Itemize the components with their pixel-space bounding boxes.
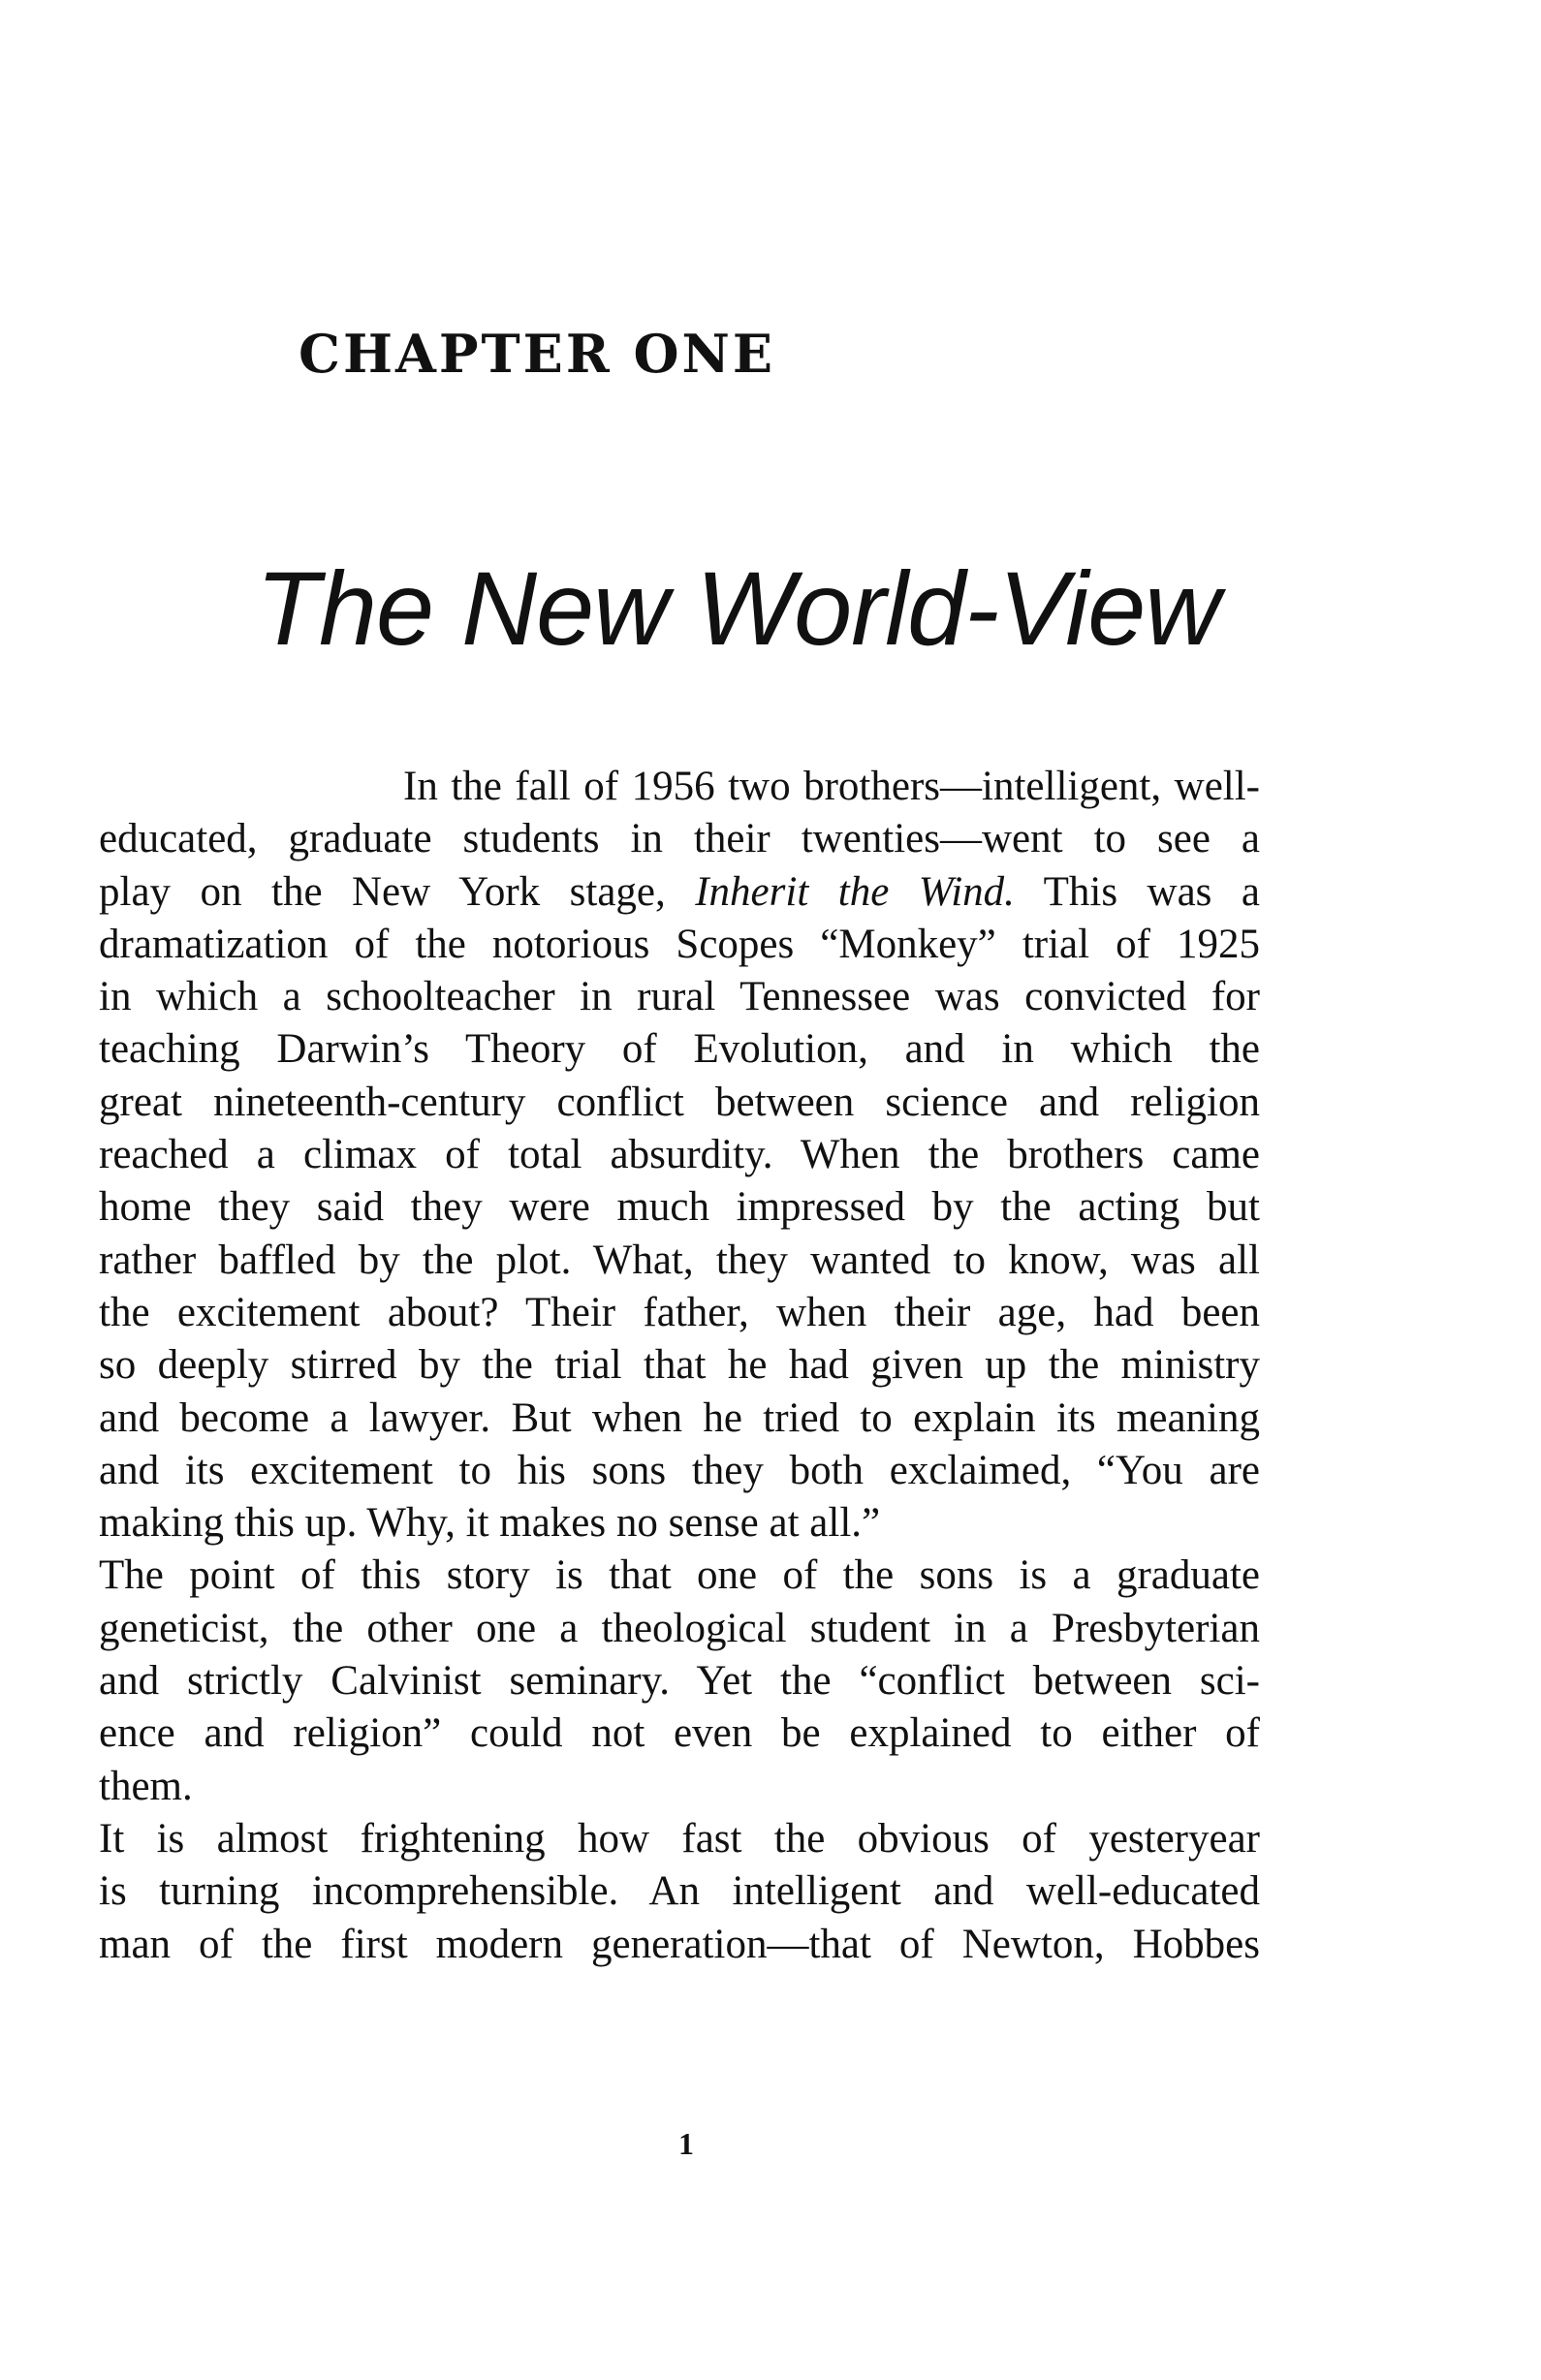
page-number: 1 — [678, 2126, 694, 2161]
play-title: Inherit the Wind. — [695, 868, 1015, 915]
text-line: rather baffled by the plot. What, they wanted to know, was all — [99, 1237, 1260, 1283]
chapter-label: CHAPTER ONE — [299, 323, 776, 385]
text-line: and its excitement to his sons they both exclaimed, “You are — [99, 1447, 1260, 1493]
text-line: and become a lawyer. But when he tried to explain its meaning — [99, 1394, 1260, 1441]
text-line: is turning incomprehensible. An intelligent and well-educated — [99, 1868, 1260, 1915]
text-line: man of the first modern generation—that of Newton, Hobbes — [99, 1921, 1260, 1967]
text-line: and strictly Calvinist seminary. Yet the “conflict between sci- — [99, 1658, 1260, 1705]
text-line: dramatization of the notorious Scopes “Monkey” trial of 1925 — [99, 921, 1260, 967]
text-line: making this up. Why, it makes no sense at all.” — [99, 1500, 881, 1547]
body-text — [99, 761, 1260, 1971]
text-line: It is almost frightening how fast the obvious of yesteryear — [99, 1815, 1260, 1862]
text-line: great nineteenth-century conflict between science and religion — [99, 1079, 1260, 1125]
text-line: so deeply stirred by the trial that he had given up the ministry — [99, 1342, 1260, 1389]
text-line: reached a climax of total absurdity. When the brothers came — [99, 1132, 1260, 1178]
text-line: teaching Darwin’s Theory of Evolution, and in which the — [99, 1026, 1260, 1073]
text-line: home they said they were much impressed by the acting but — [99, 1184, 1260, 1231]
text-line: the excitement about? Their father, when their age, had been — [99, 1289, 1260, 1335]
text-line: play on the New York stage, Inherit the Wind. This was a — [99, 868, 1260, 915]
text-line: In the fall of 1956 two brothers—intelligent, well- — [403, 764, 1260, 809]
text-line: ence and religion” could not even be explained to either of — [99, 1710, 1260, 1757]
text-line: in which a schoolteacher in rural Tennessee was convicted for — [99, 974, 1260, 1020]
text-line: The point of this story is that one of the sons is a graduate — [99, 1552, 1260, 1599]
chapter-title: The New World-View — [256, 549, 1220, 667]
text-line: them. — [99, 1763, 193, 1809]
text-line: educated, graduate students in their twenties—went to see a — [99, 816, 1260, 862]
text-line: geneticist, the other one a theological student in a Presbyterian — [99, 1605, 1260, 1651]
